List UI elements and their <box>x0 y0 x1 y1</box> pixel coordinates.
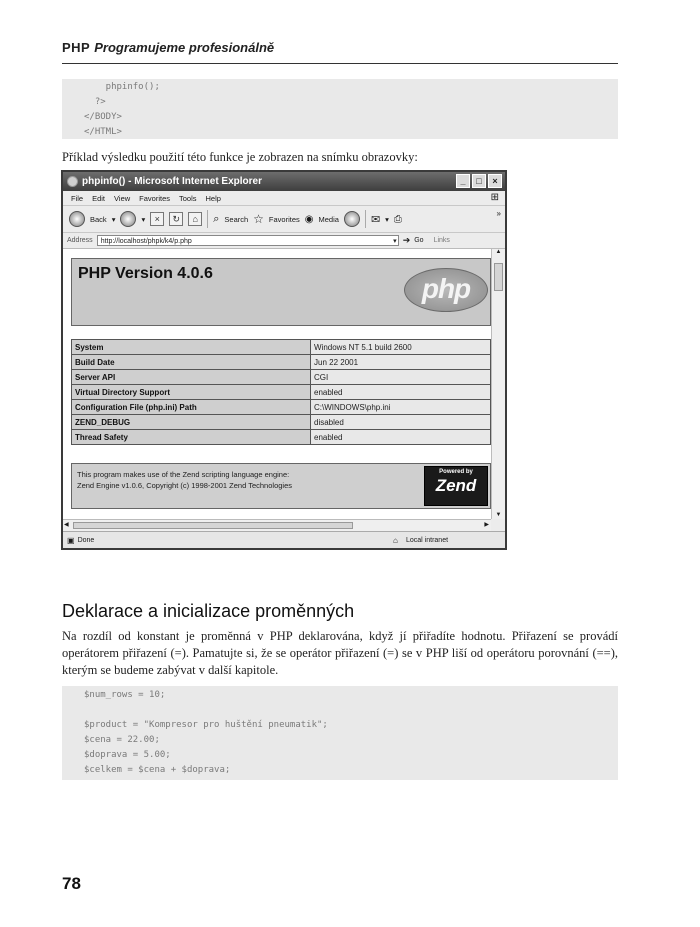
header-rule <box>62 63 618 64</box>
zend-line-1: This program makes use of the Zend scripting language engine: <box>77 470 290 479</box>
scroll-left-icon[interactable]: ◀ <box>64 522 69 528</box>
toolbar-separator <box>365 210 366 228</box>
scroll-right-icon[interactable]: ▶ <box>484 522 489 528</box>
section-heading: Deklarace a inicializace proměnných <box>62 601 355 621</box>
code-line: $doprava = 5.00; <box>84 750 171 760</box>
media-button[interactable]: Media <box>318 214 339 224</box>
table-row <box>72 415 491 430</box>
address-input[interactable] <box>97 235 399 246</box>
close-icon[interactable]: × <box>488 174 502 188</box>
code-block-1 <box>62 79 618 139</box>
scroll-down-icon[interactable]: ▼ <box>495 512 502 518</box>
code-line: </BODY> <box>84 112 122 122</box>
print-icon[interactable]: ⎙ <box>393 213 402 225</box>
vertical-scrollbar[interactable] <box>491 249 505 519</box>
go-button[interactable]: Go <box>414 237 424 244</box>
zend-text <box>77 469 292 491</box>
zend-info-box <box>71 463 491 509</box>
minimize-icon[interactable]: _ <box>456 174 470 188</box>
zend-logo <box>424 466 488 506</box>
search-button[interactable]: Search <box>224 214 249 224</box>
page-content <box>63 249 491 519</box>
back-icon[interactable] <box>69 211 85 227</box>
running-head <box>62 40 274 55</box>
favorites-icon[interactable]: ☆ <box>253 212 264 226</box>
row-value: CGI <box>311 370 491 385</box>
dropdown-icon[interactable]: ▾ <box>111 214 116 224</box>
window-titlebar <box>63 172 505 191</box>
code-line: ?> <box>84 97 106 107</box>
table-row <box>72 370 491 385</box>
zone-icon: ⌂ <box>393 535 398 545</box>
more-chevron-icon[interactable]: » <box>496 209 501 218</box>
page-number: 78 <box>62 874 81 893</box>
menu-tools[interactable]: Tools <box>179 193 197 203</box>
code-line: $cena = 22.00; <box>84 735 160 745</box>
address-label: Address <box>67 237 93 244</box>
table-row <box>72 430 491 445</box>
table-row <box>72 385 491 400</box>
code-line: $product = "Kompresor pro huštění pneumatik"; <box>84 720 328 730</box>
mail-icon[interactable]: ✉ <box>370 213 381 226</box>
php-version-title: PHP Version 4.0.6 <box>78 265 213 282</box>
menu-view[interactable]: View <box>114 193 131 203</box>
code-line: phpinfo(); <box>84 82 160 92</box>
figure-caption: Příklad výsledku použití této funkce je zobrazen na snímku obrazovky: <box>62 150 418 164</box>
address-dropdown-icon[interactable]: ▾ <box>393 238 397 245</box>
zend-logo-text: Zend <box>435 476 477 495</box>
dropdown-icon[interactable]: ▾ <box>385 214 389 224</box>
code-block-2 <box>62 686 618 780</box>
code-line: $num_rows = 10; <box>84 690 166 700</box>
zend-line-2: Zend Engine v1.0.6, Copyright (c) 1998-2001 Zend Technologies <box>77 481 292 490</box>
scroll-thumb[interactable] <box>73 522 353 529</box>
php-version-header <box>71 258 491 326</box>
toolbar <box>63 206 505 233</box>
row-key: System <box>72 340 311 355</box>
row-value: Jun 22 2001 <box>311 355 491 370</box>
code-line: $celkem = $cena + $doprava; <box>84 765 231 775</box>
book-code: PHP <box>62 40 91 55</box>
book-title: Programujeme profesionálně <box>94 40 275 55</box>
row-key: Virtual Directory Support <box>72 385 311 400</box>
body-paragraph: Na rozdíl od konstant je proměnná v PHP deklarována, když jí přiřadíte hodnotu. Přiřazení se provádí operátorem přiřazení (=). Pamatujte si, že se operátor přiřazení (=) se v PHP liší od operátoru porovnání (==), kterým se budeme zabývat v další kapitole. <box>62 629 618 677</box>
row-value: enabled <box>311 385 491 400</box>
maximize-icon[interactable]: □ <box>472 174 486 188</box>
horizontal-scrollbar[interactable] <box>63 519 491 531</box>
row-key: ZEND_DEBUG <box>72 415 311 430</box>
row-value: enabled <box>311 430 491 445</box>
zone-text: Local intranet <box>406 536 449 544</box>
toolbar-separator <box>207 210 208 228</box>
zend-logo-powered-by: Powered by <box>439 469 473 475</box>
links-button[interactable]: Links <box>433 237 450 244</box>
back-button[interactable]: Back <box>90 214 107 224</box>
dropdown-icon[interactable]: ▾ <box>141 214 146 224</box>
go-arrow-icon[interactable]: ➔ <box>402 235 411 245</box>
table-row <box>72 400 491 415</box>
forward-icon[interactable] <box>120 211 136 227</box>
table-row <box>72 355 491 370</box>
scroll-up-icon[interactable]: ▲ <box>495 249 502 255</box>
info-table <box>71 339 491 445</box>
favorites-button[interactable]: Favorites <box>268 214 300 224</box>
row-key: Build Date <box>72 355 311 370</box>
address-value: http://localhost/phpk/k4/p.php <box>100 238 192 245</box>
stop-icon[interactable]: × <box>150 212 164 226</box>
row-key: Thread Safety <box>72 430 311 445</box>
row-value: Windows NT 5.1 build 2600 <box>311 340 491 355</box>
menu-favorites[interactable]: Favorites <box>139 193 170 203</box>
scroll-thumb[interactable] <box>494 263 503 291</box>
address-bar <box>63 233 505 249</box>
ie-icon <box>67 176 78 187</box>
refresh-icon[interactable]: ↻ <box>169 212 183 226</box>
windows-logo-icon: ⊞ <box>490 192 499 203</box>
menu-edit[interactable]: Edit <box>92 193 106 203</box>
code-line: </HTML> <box>84 127 122 137</box>
search-icon[interactable]: ⌕ <box>213 212 220 225</box>
browser-screenshot <box>61 170 507 550</box>
window-title: phpinfo() - Microsoft Internet Explorer <box>82 176 262 187</box>
row-value: C:\WINDOWS\php.ini <box>311 400 491 415</box>
window-controls <box>456 174 502 188</box>
media-icon[interactable]: ◉ <box>304 213 314 225</box>
php-logo: php <box>404 268 488 312</box>
table-row <box>72 340 491 355</box>
row-key: Configuration File (php.ini) Path <box>72 400 311 415</box>
menu-help[interactable]: Help <box>205 193 221 203</box>
menu-bar <box>63 191 505 206</box>
menu-file[interactable]: File <box>71 193 84 203</box>
history-icon[interactable] <box>344 211 360 227</box>
row-key: Server API <box>72 370 311 385</box>
home-icon[interactable]: ⌂ <box>188 212 202 226</box>
status-text: Done <box>77 536 95 544</box>
code-line <box>62 703 618 718</box>
status-bar <box>63 531 505 548</box>
row-value: disabled <box>311 415 491 430</box>
page-done-icon: ▣ <box>67 535 75 545</box>
